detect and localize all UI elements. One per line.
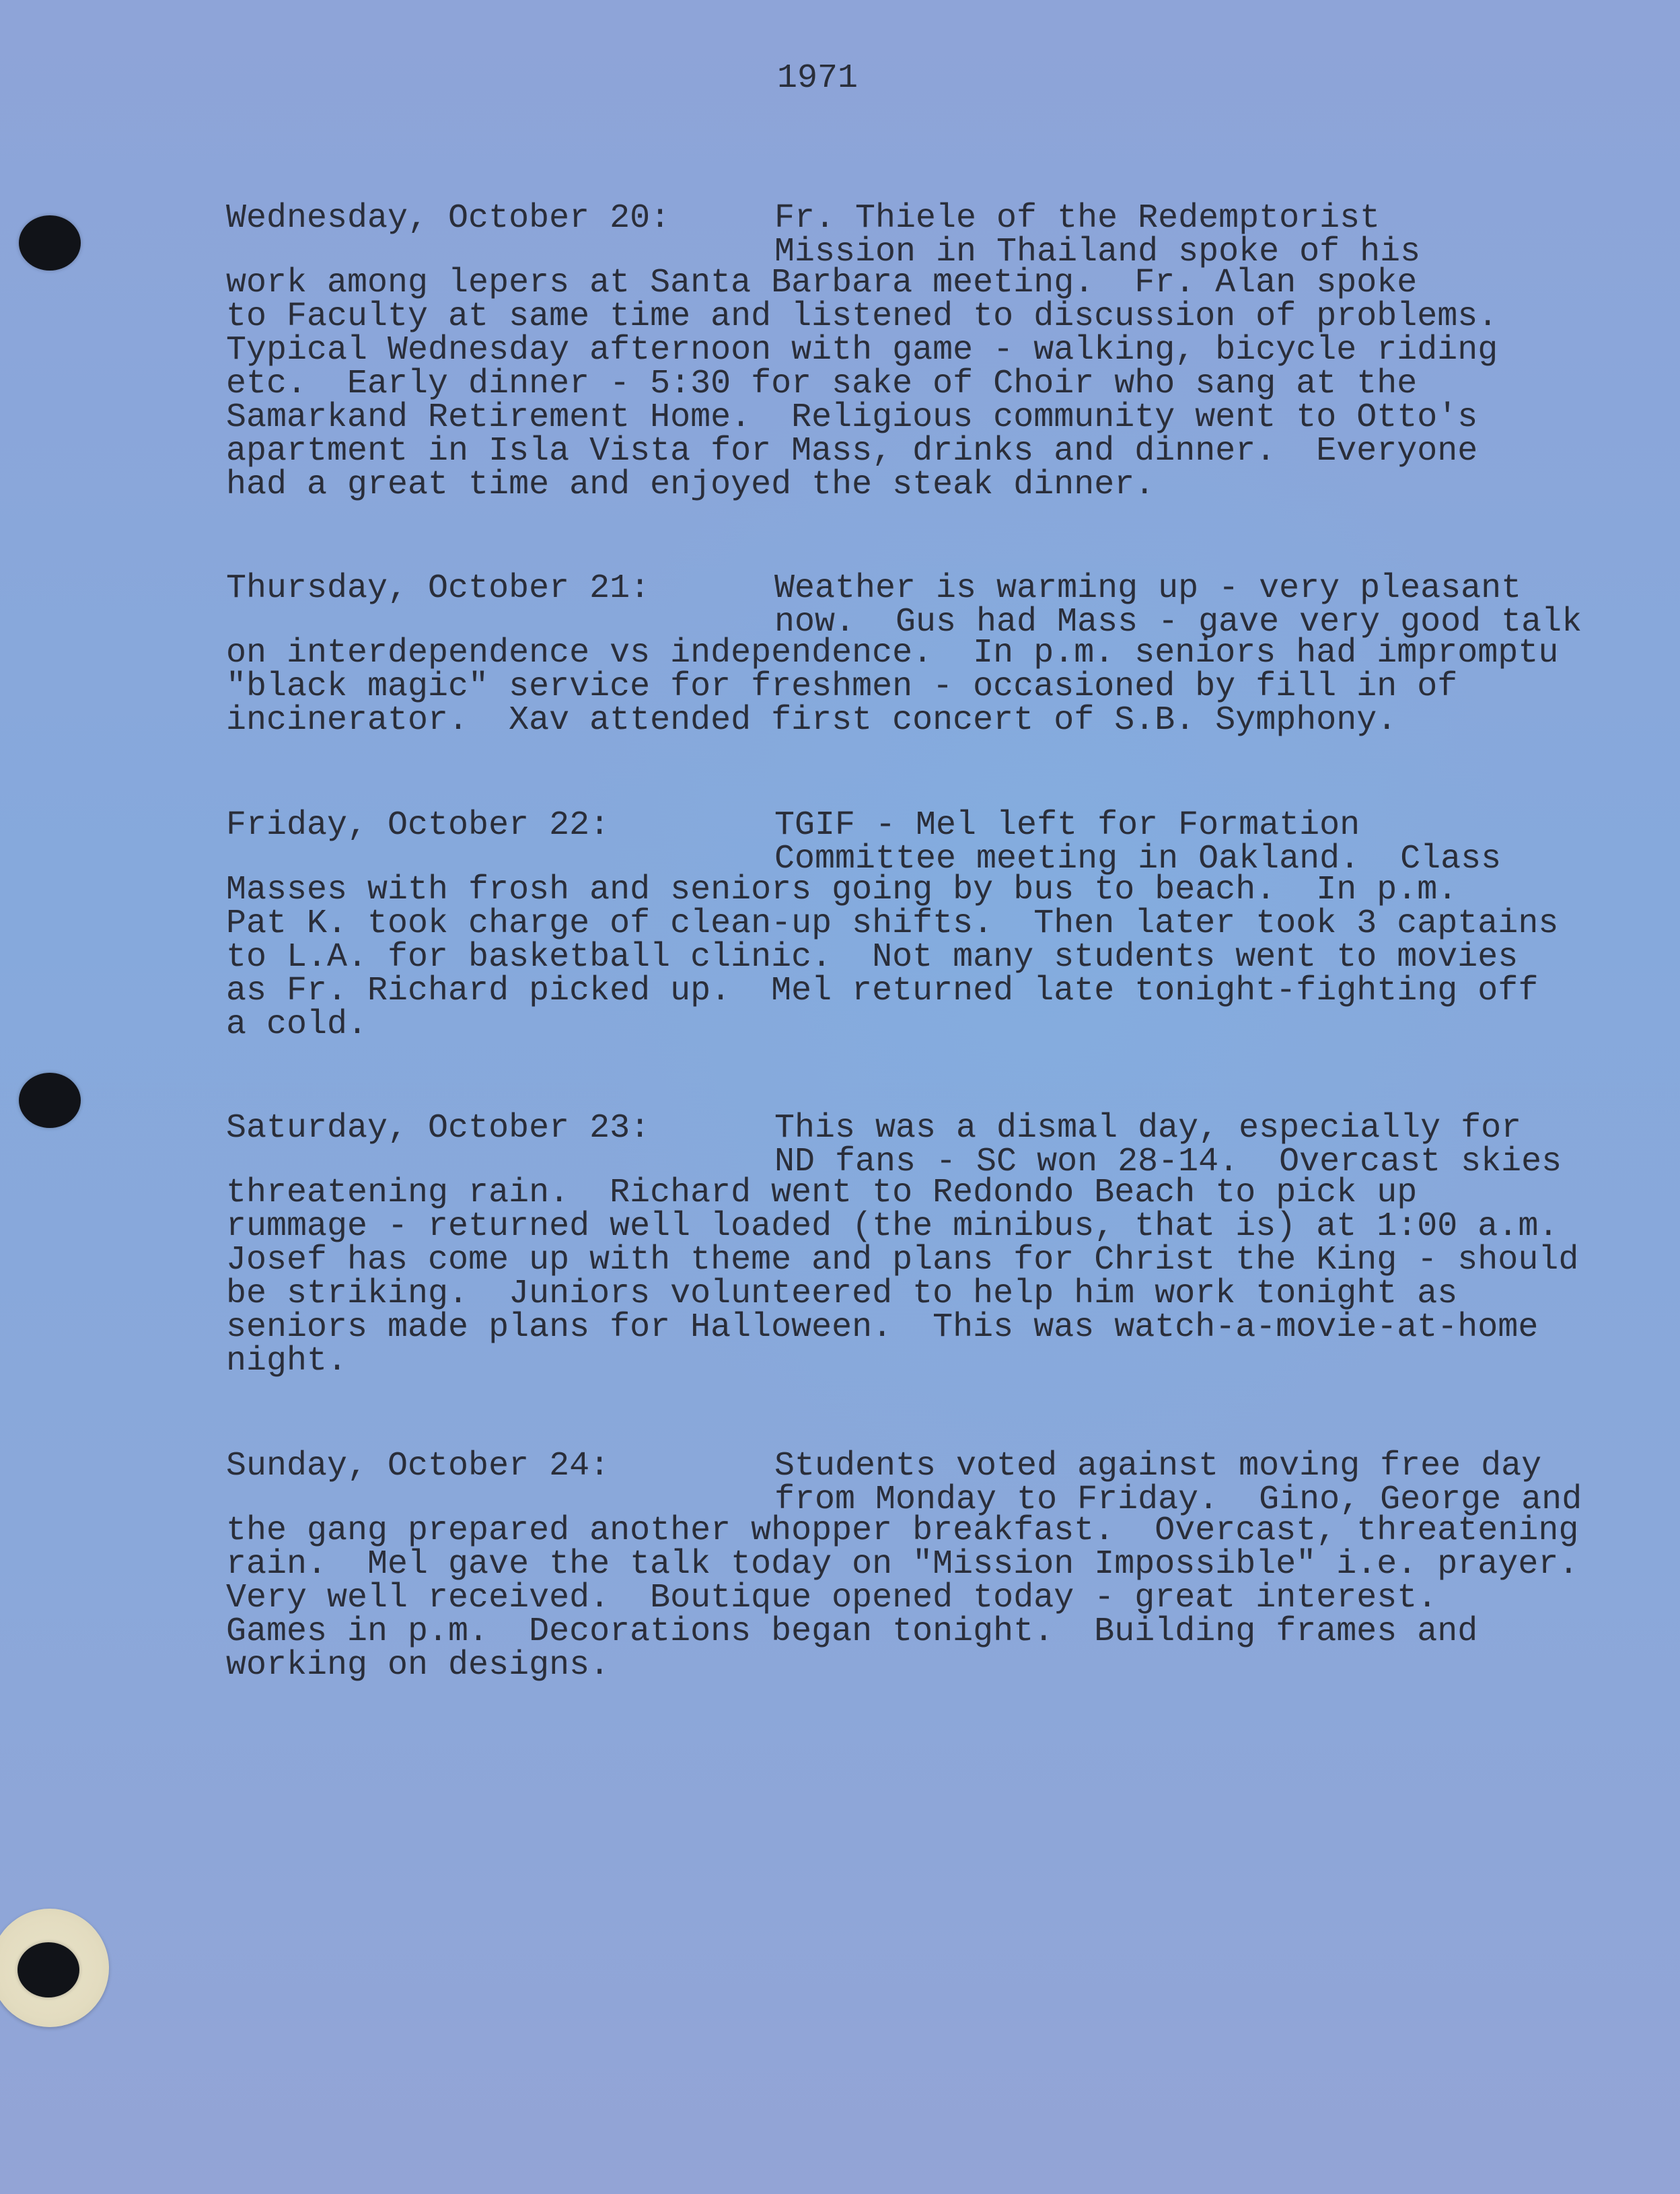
entry-first-line: Fr. Thiele of the Redemptorist: [774, 199, 1381, 238]
entry-second-line: Mission in Thailand spoke of his: [774, 233, 1421, 271]
journal-entry: [226, 1447, 1612, 1689]
entry-body: the gang prepared another whopper breakfast. Overcast, threatening rain. Mel gave the talk today on "Mission Impossible" i.e. prayer. Very well received. Boutique opened today - great interest. Games in p.m. Decorations began tonight. Building frames and working on designs.: [226, 1512, 1579, 1685]
entry-first-line: Weather is warming up - very pleasant: [774, 569, 1522, 608]
entry-first-line: TGIF - Mel left for Formation: [774, 806, 1360, 845]
entry-body: threatening rain. Richard went to Redondo Beach to pick up rummage - returned well loaded (the minibus, that is) at 1:00 a.m. Josef has come up with theme and plans for Christ the King - should be striking. Juniors volunteered to help him work tonight as seniors made plans for Halloween. This was watch-a-movie-at-home night.: [226, 1174, 1579, 1380]
entry-date: Wednesday, October 20:: [226, 199, 671, 238]
entry-first-line: Students voted against moving free day: [774, 1447, 1542, 1485]
journal-entry: [226, 806, 1612, 1049]
journal-entry: [226, 1109, 1612, 1385]
binder-hole-bottom-icon: [17, 1942, 79, 1997]
journal-entry: [226, 569, 1612, 744]
entry-date: Thursday, October 21:: [226, 569, 651, 608]
entry-body: work among lepers at Santa Barbara meeting. Fr. Alan spoke to Faculty at same time and listened to discussion of problems. Typical Wednesday afternoon with game - walking, bicycle riding etc. Early dinner - 5:30 for sake of Choir who sang at the Samarkand Retirement Home. Religious community went to Otto's apartment in Isla Vista for Mass, drinks and dinner. Everyone had a great time and enjoyed the steak dinner.: [226, 264, 1498, 504]
entry-date: Sunday, October 24:: [226, 1447, 610, 1485]
entry-date: Friday, October 22:: [226, 806, 610, 845]
hole-reinforcer-icon: [0, 1909, 109, 2027]
entry-second-line: ND fans - SC won 28-14. Overcast skies: [774, 1143, 1562, 1181]
entry-first-line: This was a dismal day, especially for: [774, 1109, 1522, 1147]
entry-body: Masses with frosh and seniors going by bus to beach. In p.m. Pat K. took charge of clean-up shifts. Then later took 3 captains to L.A. for basketball clinic. Not many students went to movies as Fr. Richard picked up. Mel returned late tonight-fighting off a cold.: [226, 871, 1559, 1044]
binder-hole-top-icon: [19, 215, 81, 271]
page-year: 1971: [776, 59, 859, 98]
entry-second-line: Committee meeting in Oakland. Class: [774, 840, 1502, 878]
entry-body: on interdependence vs independence. In p.m. seniors had impromptu "black magic" service for freshmen - occasioned by fill in of incinerator. Xav attended first concert of S.B. Symphony.: [226, 634, 1559, 740]
binder-hole-middle-icon: [19, 1073, 81, 1128]
entry-second-line: now. Gus had Mass - gave very good talk: [774, 603, 1582, 641]
entry-date: Saturday, October 23:: [226, 1109, 651, 1147]
entry-second-line: from Monday to Friday. Gino, George and: [774, 1481, 1582, 1519]
journal-entry: [226, 199, 1612, 509]
